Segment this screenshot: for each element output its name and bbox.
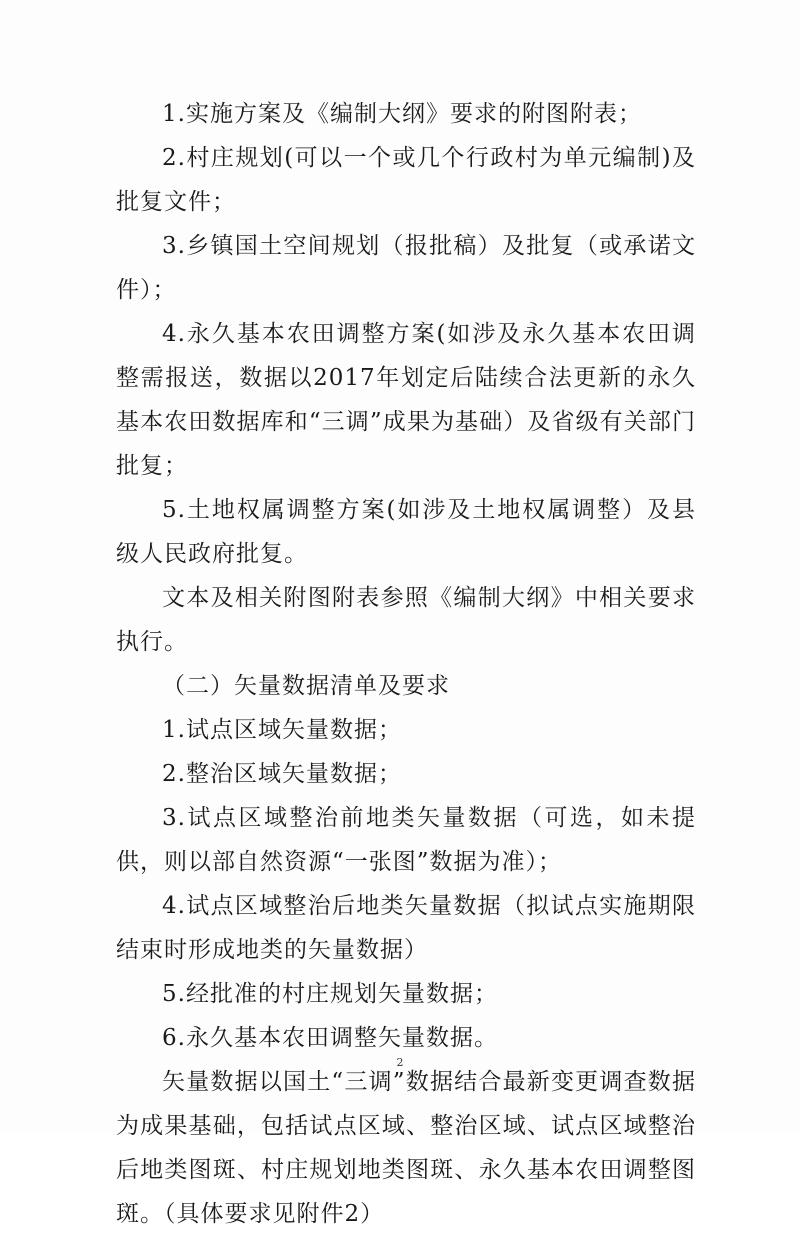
list-item-land-ownership: 5.土地权属调整方案(如涉及土地权属调整）及县级人民政府批复。 (116, 497, 696, 567)
list-item-remediation-area-vector: 2.整治区域矢量数据； (162, 761, 402, 787)
section-heading-vector-data: （二）矢量数据清单及要求 (162, 673, 450, 699)
list-item-farmland-adjustment-vector: 6.永久基本农田调整矢量数据。 (162, 1025, 498, 1051)
list-item-village-plan: 2.村庄规划(可以一个或几个行政村为单元编制)及批复文件； (116, 145, 696, 215)
body-paragraph-reference: 文本及相关附图附表参照《编制大纲》中相关要求执行。 (116, 585, 696, 655)
body-paragraph-vector-basis: 矢量数据以国土“三调”数据结合最新变更调查数据为成果基础，包括试点区域、整治区域、试点区域整治后地类图斑、村庄规划地类图斑、永久基本农田调整图斑。（具体要求见附件2） (116, 1069, 696, 1227)
page-number: 2 (396, 1056, 404, 1069)
list-item-post-remediation-vector: 4.试点区域整治后地类矢量数据（拟试点实施期限结束时形成地类的矢量数据） (116, 893, 696, 963)
list-item-pre-remediation-vector: 3.试点区域整治前地类矢量数据（可选，如未提供，则以部自然资源“一张图”数据为准）； (116, 805, 696, 875)
list-item-attachments-tables: 1.实施方案及《编制大纲》要求的附图附表； (162, 101, 642, 127)
list-item-approved-village-plan-vector: 5.经批准的村庄规划矢量数据； (162, 981, 498, 1007)
list-item-farmland-adjustment: 4.永久基本农田调整方案(如涉及永久基本农田调整需报送，数据以2017年划定后陆续合法更新的永久基本农田数据库和“三调”成果为基础）及省级有关部门批复； (116, 321, 696, 479)
list-item-pilot-area-vector: 1.试点区域矢量数据； (162, 717, 402, 743)
list-item-township-plan: 3.乡镇国土空间规划（报批稿）及批复（或承诺文件）； (116, 233, 696, 303)
